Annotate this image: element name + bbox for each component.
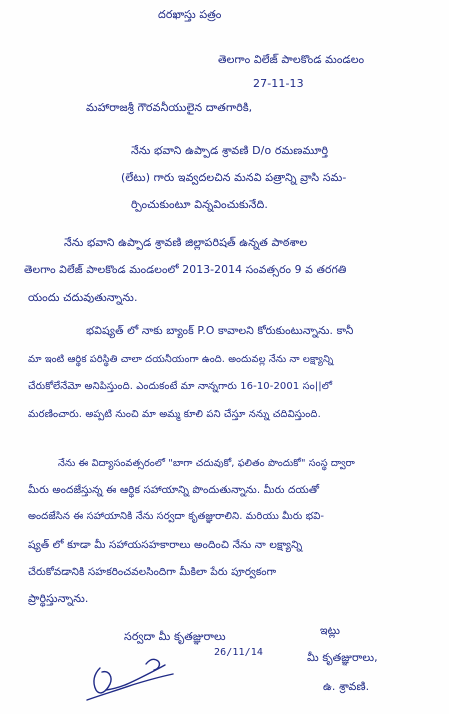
paragraph-2-line-3: చేరుకోలేనేమో అనిపిస్తుంది. ఎందుకంటే మా నాన్నగారు 16-10-2001 సం||లో [28,381,333,392]
intro-line-3: ర్పించుకుంటూ విన్నవించుకునేది. [131,198,268,211]
salutation: మహారాజశ్రీ గౌరవనీయులైన దాతగారికి, [86,101,253,114]
paragraph-2-line-1: భవిష్యత్ లో నాకు బ్యాంక్ P.O కావాలని కోరుకుంటున్నాను. కానీ [86,324,354,337]
from-address: తెలగాం విలేజ్ పాలకొండ మండలం [218,53,365,66]
sign-off: మీ కృతజ్ఞురాలు, [307,651,378,664]
paragraph-1-line-1: నేను భవాని ఉప్పాడ శ్రావణి జిల్లాపరిషత్ ఉన్నత పాఠశాల [64,236,308,249]
paragraph-3-line-5: చేరుకోవడానికి సహకరించవలసిందిగా మీకిలా పేరు పూర్వకంగా [28,566,277,578]
yours-label: ఇట్లు [320,624,341,637]
paragraph-2-line-4: మరణించారు. అప్పటి నుంచి మా అమ్మ కూలి పని చేస్తూ నన్ను చదివిస్తుంది. [28,409,321,420]
signature-date: 26/11/14 [214,647,263,658]
handwritten-signature [86,646,206,706]
paragraph-3-line-4: ష్యత్ లో కూడా మీ సహాయసహకారాలు అందించి నేను నా లక్ష్యాన్ని [28,539,303,551]
paragraph-3-line-3: అందజేసిన ఈ సహాయానికి నేను సర్వదా కృతజ్ఞురాలిని. మరియు మీరు భవి- [28,511,325,522]
intro-line-2: (లేటు) గారు ఇవ్వదలచిన మనవి పత్రాన్ని వ్రాసి సమ- [121,171,347,184]
signer-name: ఉ. శ్రావణి. [323,680,370,693]
paragraph-3-line-6: ప్రార్థిస్తున్నాను. [28,592,89,605]
intro-line-1: నేను భవాని ఉప్పాడ శ్రావణి D/o రమణమూర్తి [131,144,329,157]
letter-date: 27-11-13 [253,77,304,90]
paragraph-3-line-1: నేను ఈ విద్యాసంవత్సరంలో "బాగా చదువుకో, ఫలితం పొందుకో" సంస్థ ద్వారా [58,458,355,469]
paragraph-2-line-2: మా ఇంటి ఆర్థిక పరిస్థితి చాలా దయనీయంగా ఉంది. అందువల్ల నేను నా లక్ష్యాన్ని [28,354,334,365]
paragraph-1-line-2: తెలగాం విలేజ్ పాలకొండ మండలంలో 2013-2014 సంవత్సరం 9 వ తరగతి [24,263,347,276]
closing-line: సర్వదా మీ కృతజ్ఞురాలు [124,630,226,643]
paragraph-3-line-2: మీరు అందజేస్తున్న ఈ ఆర్థిక సహాయాన్ని పొందుతున్నాను. మీరు దయతో [28,484,320,496]
paragraph-1-line-3: యందు చదువుతున్నాను. [28,291,138,304]
letter-heading: దరఖాస్తు పత్రం [158,8,222,21]
